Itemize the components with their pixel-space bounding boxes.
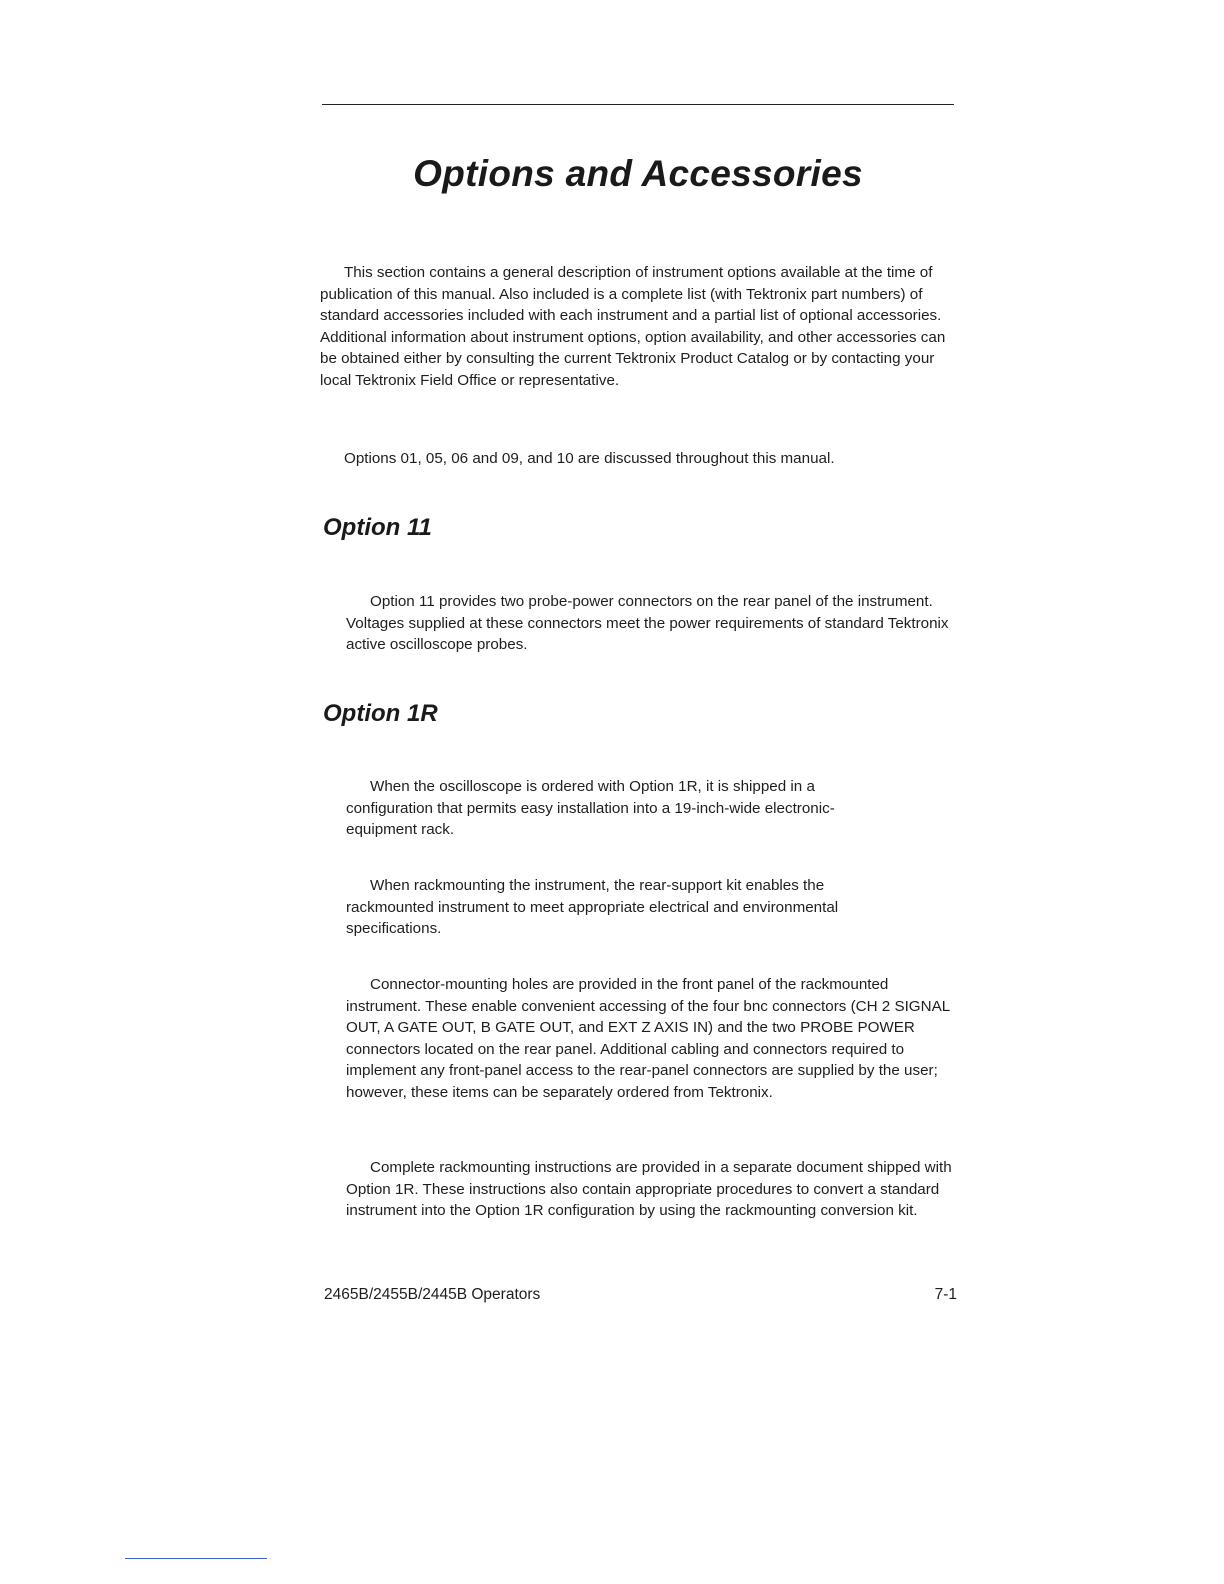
- option-1r-paragraph-2: When rackmounting the instrument, the rear-support kit enables the rackmounted instrument to meet appropriate electrical and environmental specifications.: [346, 877, 839, 938]
- option-11-heading: Option 11: [323, 514, 432, 541]
- footer-manual-name: 2465B/2455B/2445B Operators: [324, 1286, 541, 1303]
- option-1r-paragraph-3: Connector-mounting holes are provided in the front panel of the rackmounted instrument. These enable convenient accessing of the four bnc connectors (CH 2 SIGNAL OUT, A GATE OUT, B GATE OUT, and EXT Z AXIS IN) and the two PROBE POWER connectors located on the rear panel. Additional cabling and connectors required to implement any front-panel access to the rear-panel connectors are supplied by the user; however, these items can be separately ordered from Tektronix.: [346, 976, 950, 1101]
- intro-paragraph: This section contains a general description of instrument options available at the time of publication of this manual. Also included is a complete list (with Tektronix part numbers) of standard accessories included with each instrument and a partial list of optional accessories. Additional information about instrument options, option availability, and other accessories can be obtained either by consulting the current Tektronix Product Catalog or by contacting your local Tektronix Field Office or representative.: [320, 264, 946, 389]
- option-1r-paragraph-1: When the oscilloscope is ordered with Option 1R, it is shipped in a configuration that permits easy installation into a 19-inch-wide electronic-equipment rack.: [346, 778, 835, 839]
- option-1r-paragraph-4: Complete rackmounting instructions are provided in a separate document shipped with Option 1R. These instructions also contain appropriate procedures to convert a standard instrument into the Option 1R configuration by using the rackmounting conversion kit.: [346, 1159, 952, 1220]
- options-note-paragraph: Options 01, 05, 06 and 09, and 10 are discussed throughout this manual.: [344, 450, 835, 467]
- header-rule: [322, 104, 954, 105]
- bottom-rule: [125, 1558, 267, 1559]
- option-1r-heading: Option 1R: [323, 700, 438, 727]
- footer-page-number: 7-1: [934, 1286, 957, 1303]
- page-title: Options and Accessories: [413, 153, 863, 194]
- option-11-paragraph: Option 11 provides two probe-power connectors on the rear panel of the instrument. Voltages supplied at these connectors meet the power requirements of standard Tektronix active oscilloscope probes.: [346, 593, 949, 654]
